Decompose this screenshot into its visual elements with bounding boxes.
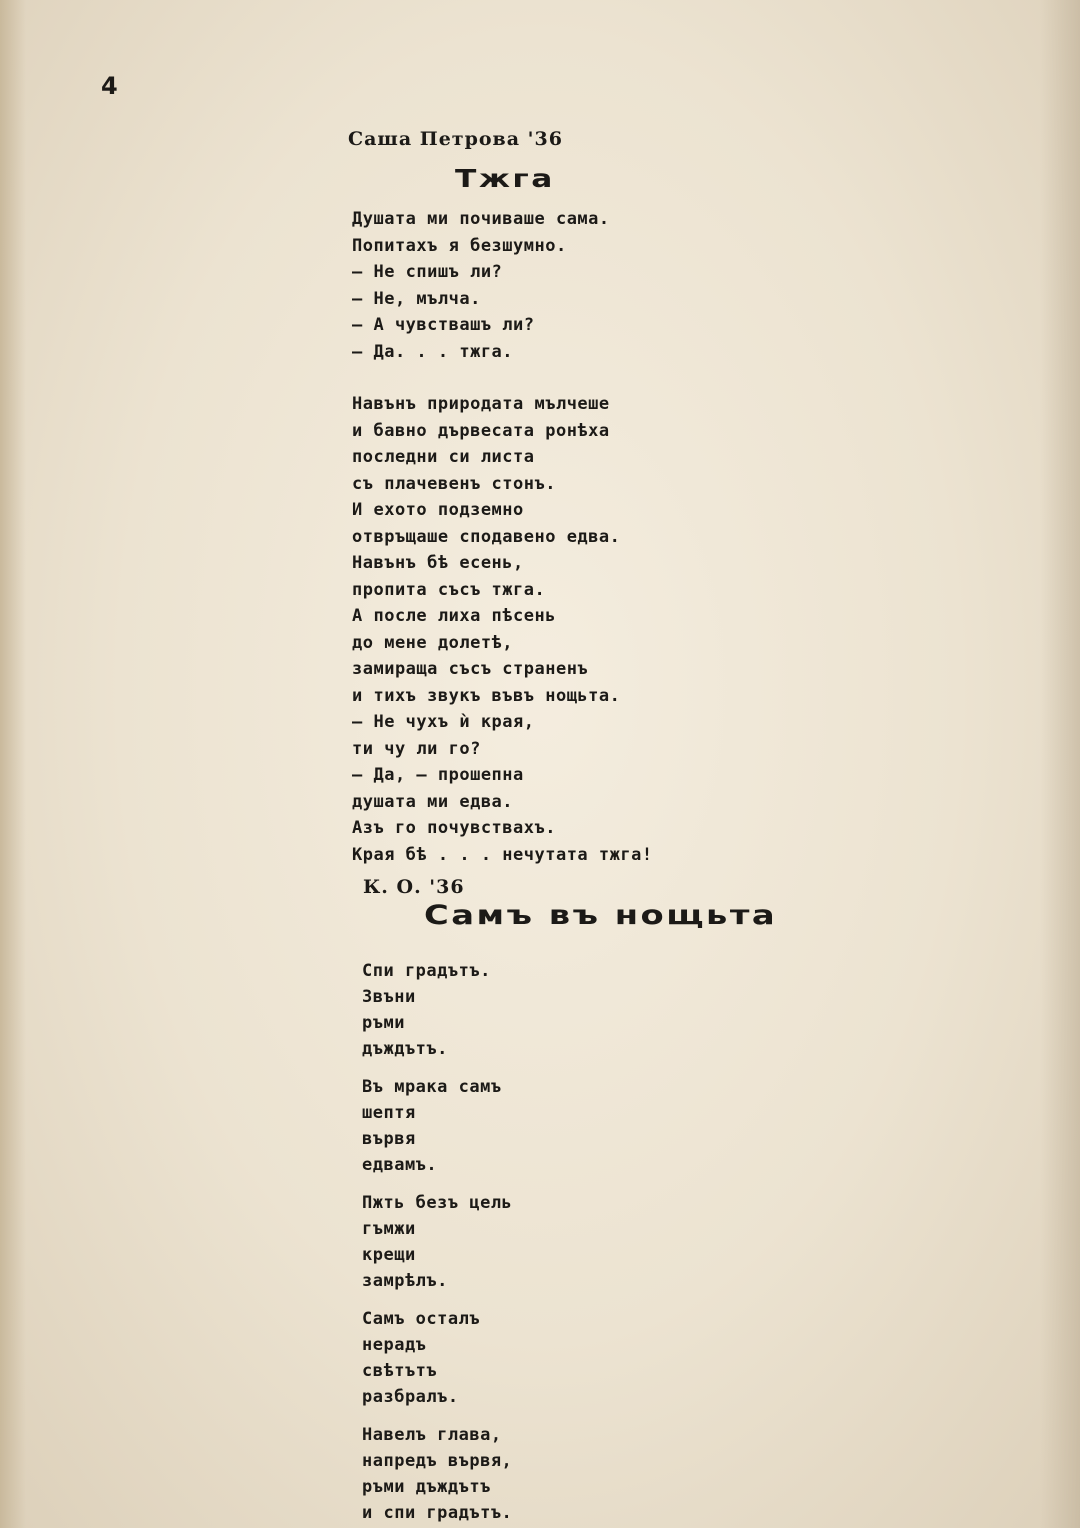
stanza-gap (362, 1178, 512, 1190)
poem-line: Азъ го почувствахъ. (352, 818, 556, 838)
page-edge-shadow (0, 0, 26, 1528)
poem-line: отвръщаше сподавено едва. (352, 526, 621, 547)
poem-line: Пжть безъ цель (362, 1193, 513, 1213)
poem-line: Звъни (362, 987, 416, 1007)
poem-line: — Да. . . тжга. (352, 341, 514, 362)
poem-line: до мене долетѣ, (352, 632, 514, 653)
poem1-author: Саша Петрова '36 (348, 128, 563, 150)
poem2-body (362, 958, 512, 1526)
poem-line: пропита съсъ тжга. (352, 579, 546, 600)
stanza-gap (352, 365, 653, 391)
poem-line: напредъ вървя, (362, 1451, 513, 1471)
poem-line: замрѣлъ. (362, 1271, 448, 1291)
poem-line: крещи (362, 1245, 416, 1265)
poem-line: шептя (362, 1103, 416, 1123)
poem-line: — Не чухъ ѝ края, (352, 712, 535, 732)
poem-line: — Не спишъ ли? (352, 262, 503, 282)
poem-line: Навънъ природата мълчеше (352, 394, 610, 414)
poem-line: Навелъ глава, (362, 1425, 502, 1445)
poem-line: съ плачевенъ стонъ. (352, 473, 556, 494)
poem-line: Душата ми почиваше сама. (352, 209, 610, 229)
poem-line: разбралъ. (362, 1387, 459, 1407)
poem-line: свѣтътъ (362, 1361, 438, 1381)
poem-line: и бавно дървесата ронѣха (352, 420, 610, 441)
poem1-body (352, 206, 653, 868)
poem-line: и тихъ звукъ въвъ нощьта. (352, 685, 621, 706)
poem2-title: Самъ въ нощьта (424, 900, 778, 931)
stanza-gap (362, 1294, 512, 1306)
poem-line: Навънъ бѣ есень, (352, 553, 524, 573)
poem-line: вървя (362, 1129, 416, 1149)
poem-line: — Не, мълча. (352, 288, 481, 309)
poem-line: И ехото подземно (352, 500, 524, 520)
bleed-through-shadow (1040, 0, 1080, 1528)
poem-line: замираща съсъ страненъ (352, 659, 589, 679)
poem1-title: Тжга (455, 164, 555, 193)
stanza-gap (362, 1410, 512, 1422)
poem-line: ръми дъждътъ (362, 1477, 491, 1497)
poem-line: и спи градътъ. (362, 1503, 513, 1523)
poem-line: Въ мрака самъ (362, 1077, 502, 1097)
poem-line: едвамъ. (362, 1155, 438, 1175)
poem-line: нерадъ (362, 1335, 427, 1355)
poem-line: ръми (362, 1013, 405, 1033)
poem-line: дъждътъ. (362, 1039, 448, 1059)
poem-line: Попитахъ я безшумно. (352, 235, 567, 256)
stanza-gap (362, 1062, 512, 1074)
poem-line: Спи градътъ. (362, 961, 491, 981)
poem-line: гъмжи (362, 1219, 416, 1239)
poem-line: — А чувствашъ ли? (352, 315, 535, 335)
poem-line: ти чу ли го? (352, 738, 481, 759)
poem2-author: К. О. '36 (363, 876, 465, 898)
poem-line: Самъ осталъ (362, 1309, 481, 1329)
poem-line: последни си листа (352, 447, 535, 467)
poem-line: Края бѣ . . . нечутата тжга! (352, 844, 653, 865)
poem-line: А после лиха пѣсень (352, 606, 556, 626)
poem-line: — Да, — прошепна (352, 765, 524, 785)
page-number: 4 (101, 72, 118, 100)
poem-line: душата ми едва. (352, 791, 514, 812)
